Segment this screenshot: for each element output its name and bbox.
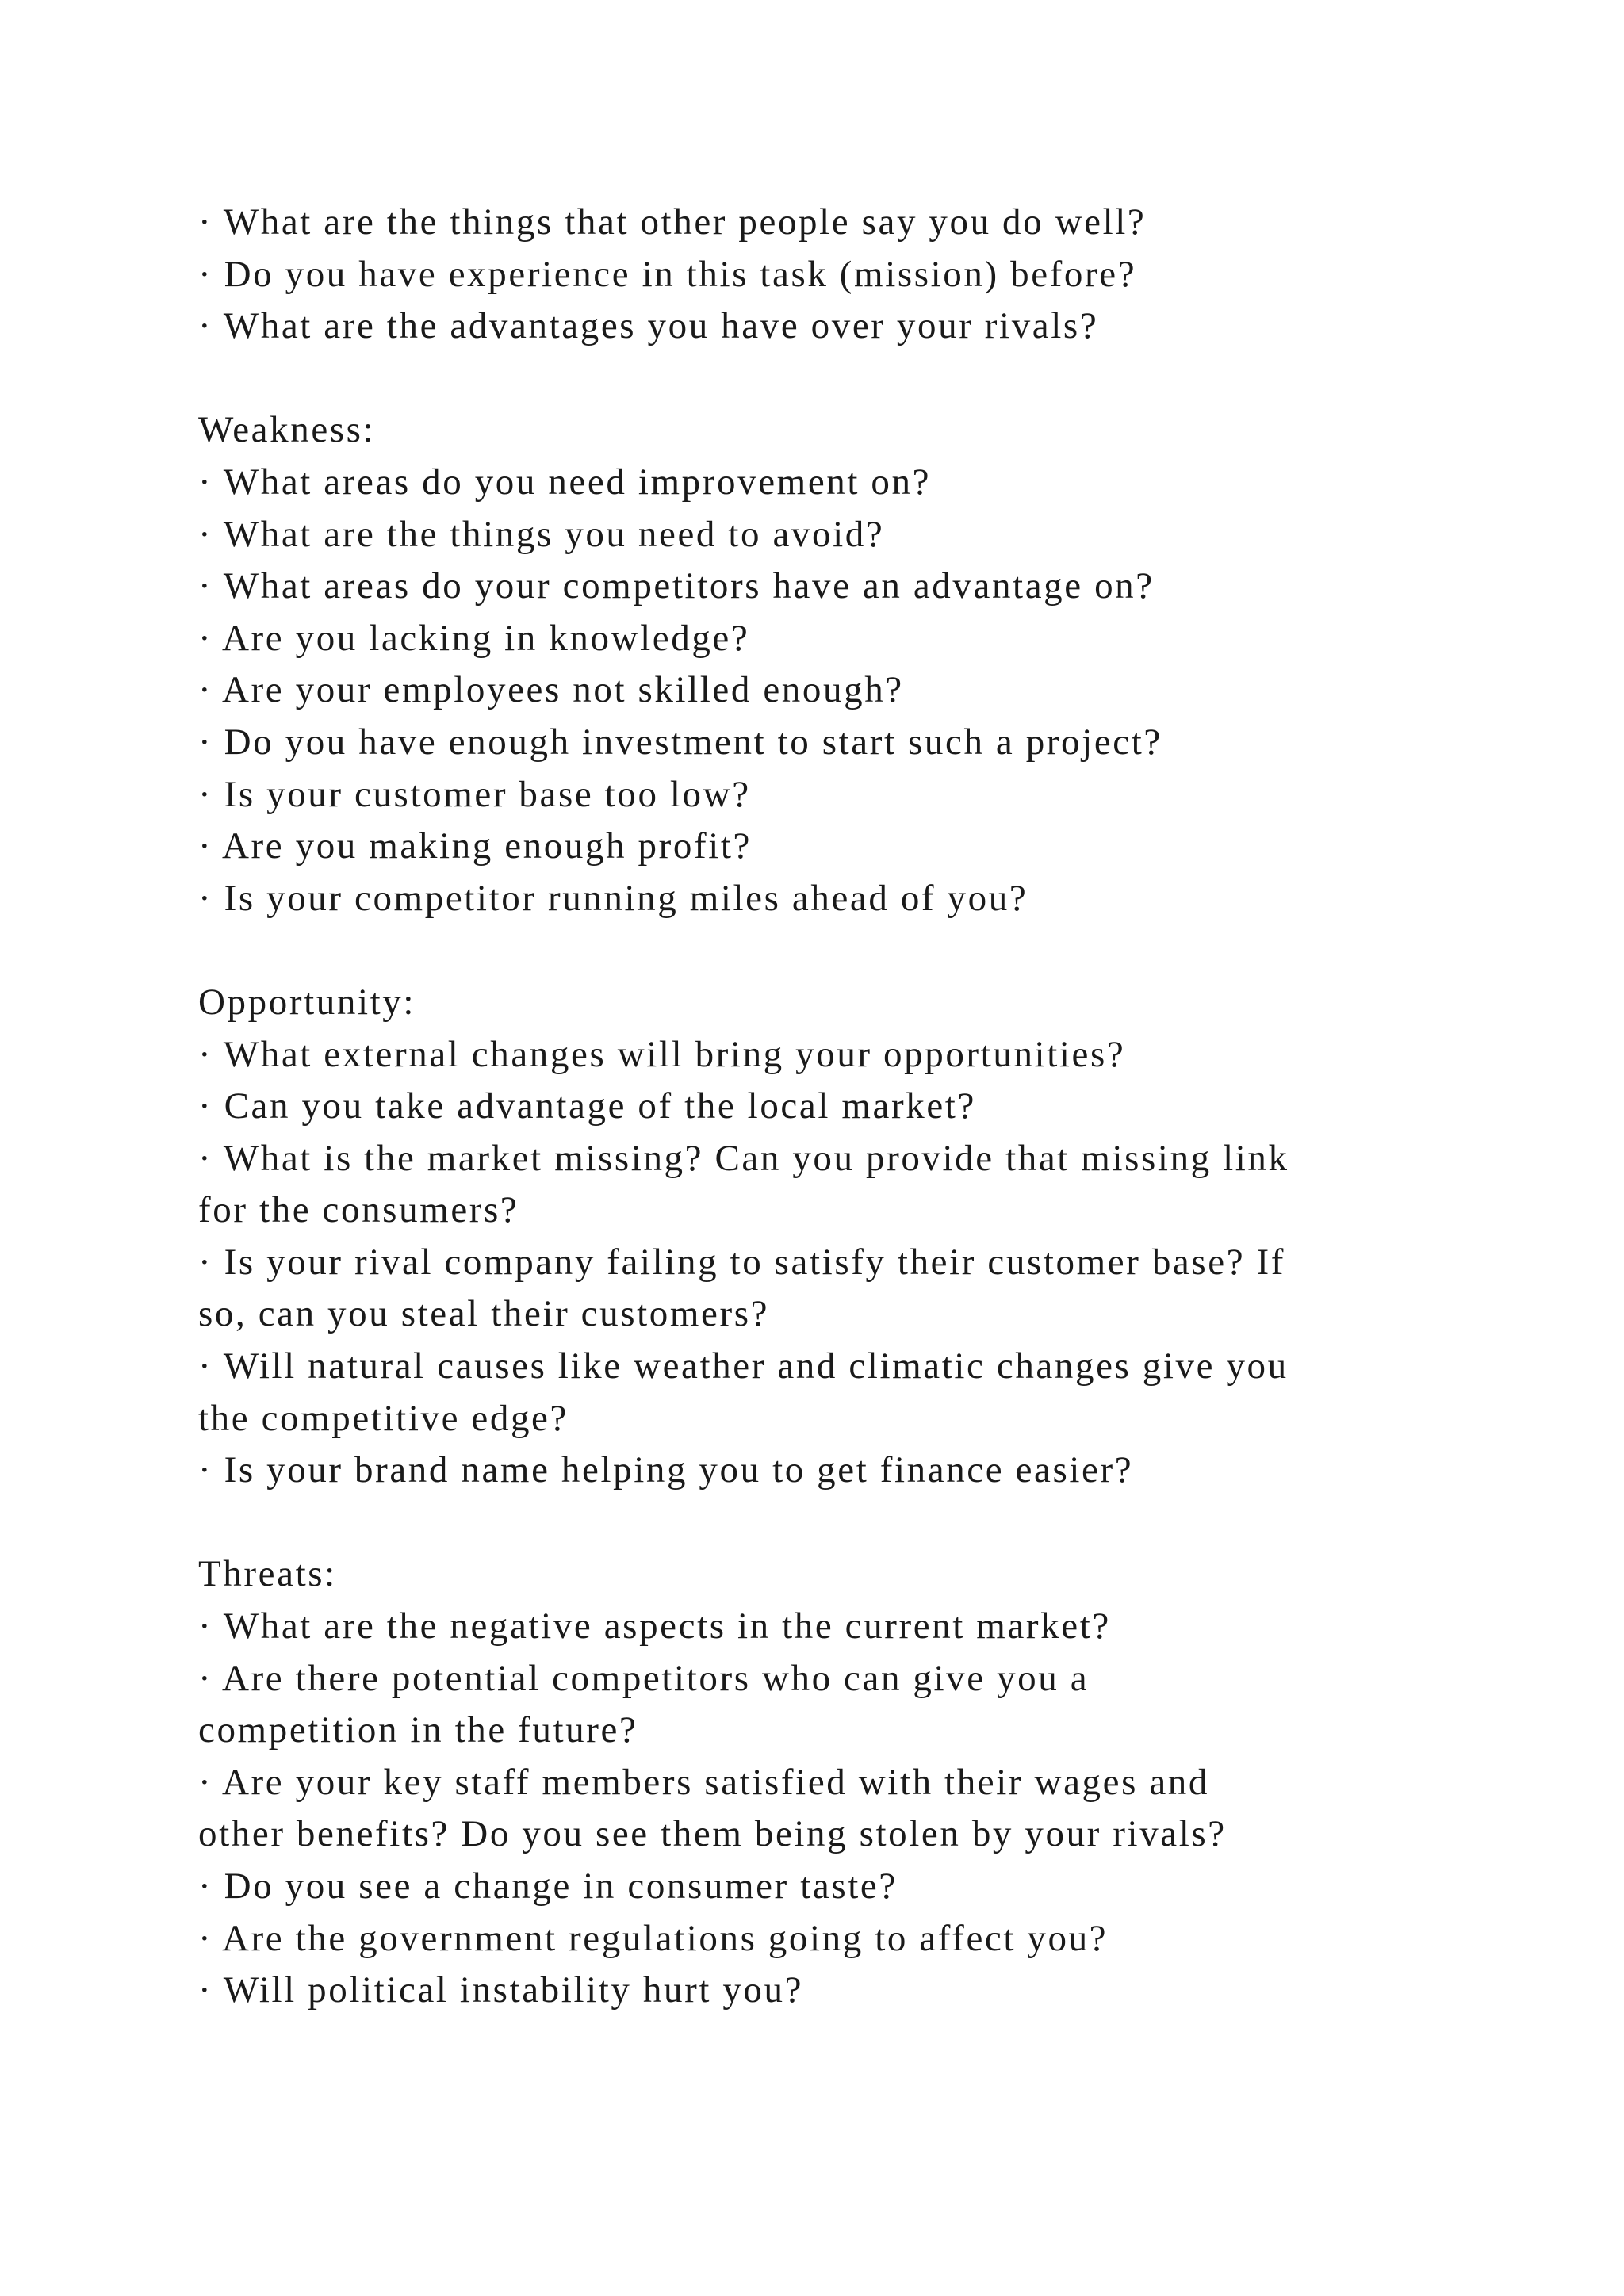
- strengths-question: · What are the things that other people say you do well?: [198, 201, 1147, 243]
- threats-question-continued: competition in the future?: [198, 1709, 638, 1751]
- strengths-question: · Do you have experience in this task (mission) before?: [198, 253, 1137, 295]
- threats-question: · Are your key staff members satisfied with their wages and: [198, 1761, 1209, 1803]
- section-spacer: [198, 1497, 1451, 1549]
- opportunity-question-continued: so, can you steal their customers?: [198, 1293, 770, 1335]
- threats-heading: Threats:: [198, 1553, 337, 1595]
- weakness-question: · Are you lacking in knowledge?: [198, 617, 750, 659]
- threats-question: · Are there potential competitors who can give you a: [198, 1657, 1090, 1699]
- opportunity-heading: Opportunity:: [198, 981, 416, 1023]
- section-spacer: [198, 353, 1451, 405]
- threats-question: · Will political instability hurt you?: [198, 1969, 804, 2011]
- opportunity-question: · Can you take advantage of the local market?: [198, 1085, 976, 1127]
- weakness-question: · What are the things you need to avoid?: [198, 513, 885, 555]
- weakness-question: · What areas do you need improvement on?: [198, 461, 932, 503]
- strengths-section: [198, 197, 1451, 353]
- weakness-question: · Is your competitor running miles ahead of you?: [198, 877, 1028, 919]
- section-spacer: [198, 924, 1451, 977]
- document-page: [198, 197, 1451, 2017]
- opportunity-section: [198, 977, 1451, 1497]
- opportunity-question: · What is the market missing? Can you provide that missing link: [198, 1137, 1289, 1179]
- weakness-question: · Are your employees not skilled enough?: [198, 669, 904, 711]
- strengths-question: · What are the advantages you have over your rivals?: [198, 305, 1099, 347]
- threats-question: · Are the government regulations going to affect you?: [198, 1917, 1109, 1959]
- opportunity-question: · Will natural causes like weather and climatic changes give you: [198, 1345, 1289, 1387]
- opportunity-question-continued: for the consumers?: [198, 1189, 519, 1231]
- weakness-question: · Are you making enough profit?: [198, 825, 752, 867]
- opportunity-question: · Is your rival company failing to satisfy their customer base? If: [198, 1241, 1286, 1283]
- weakness-heading: Weakness:: [198, 409, 376, 451]
- weakness-section: [198, 404, 1451, 924]
- weakness-question: · Do you have enough investment to start such a project?: [198, 721, 1162, 763]
- opportunity-question: · Is your brand name helping you to get finance easier?: [198, 1449, 1134, 1491]
- threats-question: · What are the negative aspects in the current market?: [198, 1605, 1111, 1647]
- threats-question: · Do you see a change in consumer taste?: [198, 1866, 898, 1907]
- weakness-question: · Is your customer base too low?: [198, 773, 751, 815]
- threats-question-continued: other benefits? Do you see them being stolen by your rivals?: [198, 1813, 1227, 1855]
- threats-section: [198, 1548, 1451, 2016]
- weakness-question: · What areas do your competitors have an advantage on?: [198, 565, 1155, 607]
- opportunity-question: · What external changes will bring your opportunities?: [198, 1033, 1126, 1075]
- opportunity-question-continued: the competitive edge?: [198, 1397, 569, 1439]
